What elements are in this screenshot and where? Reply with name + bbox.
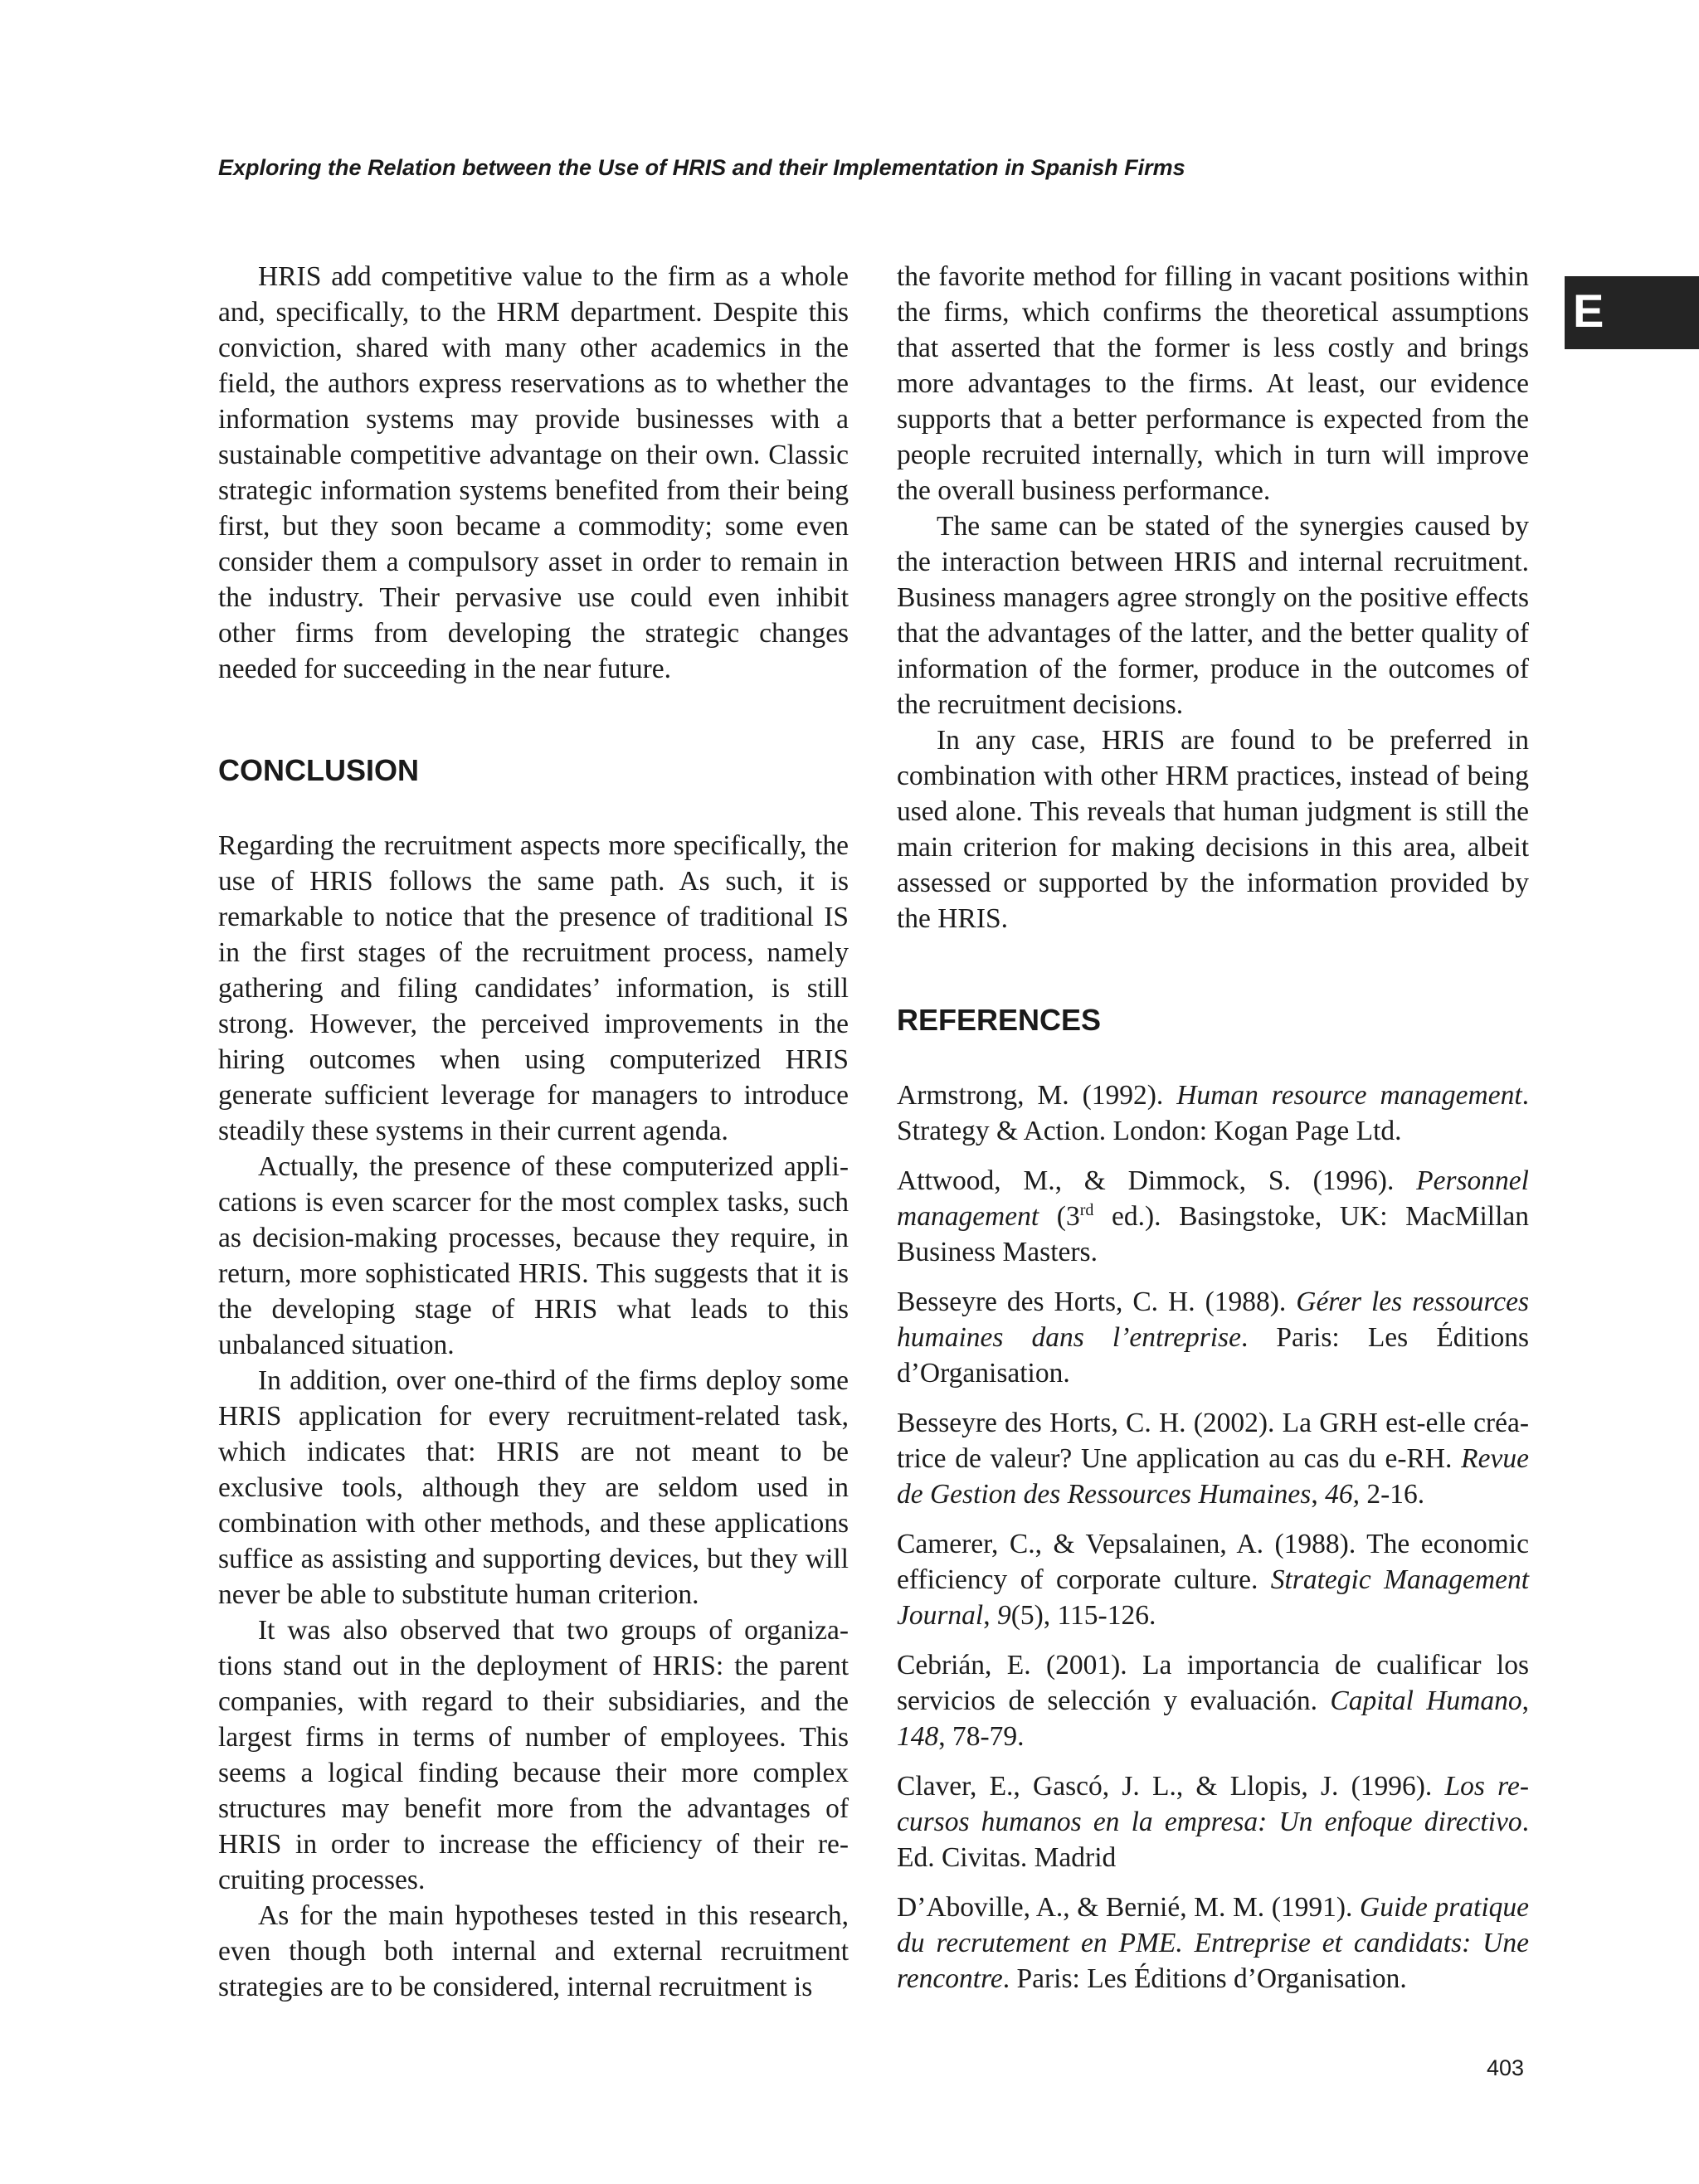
- reference-item: Camerer, C., & Vepsalainen, A. (1988). The economic efficiency of corporate culture. Strategic Management Journal, 9(5), 115-126.: [897, 1529, 1530, 1631]
- reference-item: D’Aboville, A., & Bernié, M. M. (1991). Guide pratique du recrutement en PME. Entreprise et candidats: Une rencontre. Paris: Les Éditions d’Organisation.: [897, 1892, 1529, 1994]
- running-head: Exploring the Relation between the Use of HRIS and their Implementation in Spanish Firms: [218, 155, 1185, 180]
- continued-paragraph-2: The same can be stated of the synergies caused by the interaction between HRIS and internal recruitment. Business managers agree strongly on the positive effects that the advantages of the latter, and the better quality of information of the former, produce in the outcomes of the recruitment decisions.: [897, 511, 1529, 720]
- page-number: 403: [1487, 2055, 1525, 2080]
- conclusion-heading: CONCLUSION: [218, 753, 419, 787]
- conclusion-paragraph-1: Regarding the recruitment aspects more specifically, the use of HRIS follows the same path. As such, it is remarkable to notice that the presence of traditional IS in the first stages of the recruitment process, namely gathering and filing candidates’ information, is still strong. However, the perceived improvements in the hiring outcomes when using computerized HRIS generate sufficient leverage for managers to introduce steadily these systems in their current agenda.: [218, 830, 849, 1146]
- left-column: [218, 259, 849, 2005]
- reference-item: Cebrián, E. (2001). La importancia de cualificar los servicios de selección y evaluación. Capital Humano, 148, 78-79.: [897, 1650, 1529, 1752]
- reference-item: Besseyre des Horts, C. H. (2002). La GRH est-elle créatrice de valeur? Une application au cas du e-RH. Revue de Gestion des Ressources Humaines, 46, 2-16.: [897, 1408, 1529, 1510]
- reference-item: Claver, E., Gascó, J. L., & Llopis, J. (1996). Los recursos humanos en la empresa: Un enfoque directivo. Ed. Civitas. Madrid: [897, 1771, 1529, 1873]
- section-tab-letter: E: [1573, 285, 1604, 337]
- conclusion-paragraph-2: Actually, the presence of these computerized applications is even scarcer for the most complex tasks, such as decision-making processes, because they require, in return, more sophisticated HRIS. This suggests that it is the developing stage of HRIS what leads to this unbalanced situation.: [218, 1151, 849, 1360]
- reference-item: Armstrong, M. (1992). Human resource management. Strategy & Action. London: Kogan Page Ltd.: [897, 1080, 1529, 1146]
- intro-paragraph: HRIS add competitive value to the firm as a whole and, specifically, to the HRM department. Despite this conviction, shared with many other academics in the field, the authors express reservations as to whether the information systems may provide businesses with a sustainable competitive advantage on their own. Classic strategic information systems benefited from their being first, but they soon became a commodity; some even consider them a compulsory asset in order to remain in the industry. Their pervasive use could even inhibit other firms from developing the strategic changes needed for succeeding in the near future.: [218, 261, 849, 684]
- reference-list: [897, 1077, 1529, 1997]
- continued-paragraph-1: the favorite method for filling in vacant positions within the firms, which confirms the theoretical assumptions that asserted that the former is less costly and brings more advantages to the firms. At least, our evidence supports that a better performance is expected from the people recruited internally, which in turn will improve the overall business performance.: [897, 261, 1529, 506]
- conclusion-paragraph-3: In addition, over one-third of the firms deploy some HRIS application for every recruitment-related task, which indicates that: HRIS are not meant to be exclusive tools, although they are seldom used in combination with other methods, and these applications suffice as assisting and supporting devices, but they will never be able to substitute human criterion.: [218, 1365, 849, 1610]
- continued-paragraph-3: In any case, HRIS are found to be preferred in combination with other HRM practices, instead of being used alone. This reveals that human judgment is still the main criterion for making decisions in this area, albeit assessed or supported by the information provided by the HRIS.: [897, 725, 1529, 934]
- references-heading: REFERENCES: [897, 1003, 1102, 1037]
- conclusion-paragraph-4: It was also observed that two groups of organizations stand out in the deployment of HRIS: the parent companies, with regard to their subsidiaries, and the largest firms in terms of number of employees. This seems a logical finding because their more complex structures may benefit more from the advantages of HRIS in order to increase the efficiency of their recruiting processes.: [218, 1615, 849, 1895]
- conclusion-paragraph-5: As for the main hypotheses tested in this research, even though both internal and external recruitment strategies are to be considered, internal recruitment is: [218, 1900, 849, 2002]
- reference-item: Besseyre des Horts, C. H. (1988). Gérer les ressources humaines dans l’entreprise. Paris: Les Éditions d’Organisation.: [897, 1287, 1529, 1389]
- section-tab: [1565, 276, 1699, 349]
- right-column: [897, 259, 1529, 2011]
- reference-item: Attwood, M., & Dimmock, S. (1996). Personnel management (3rd ed.). Basingstoke, UK: MacMillan Business Masters.: [897, 1165, 1530, 1267]
